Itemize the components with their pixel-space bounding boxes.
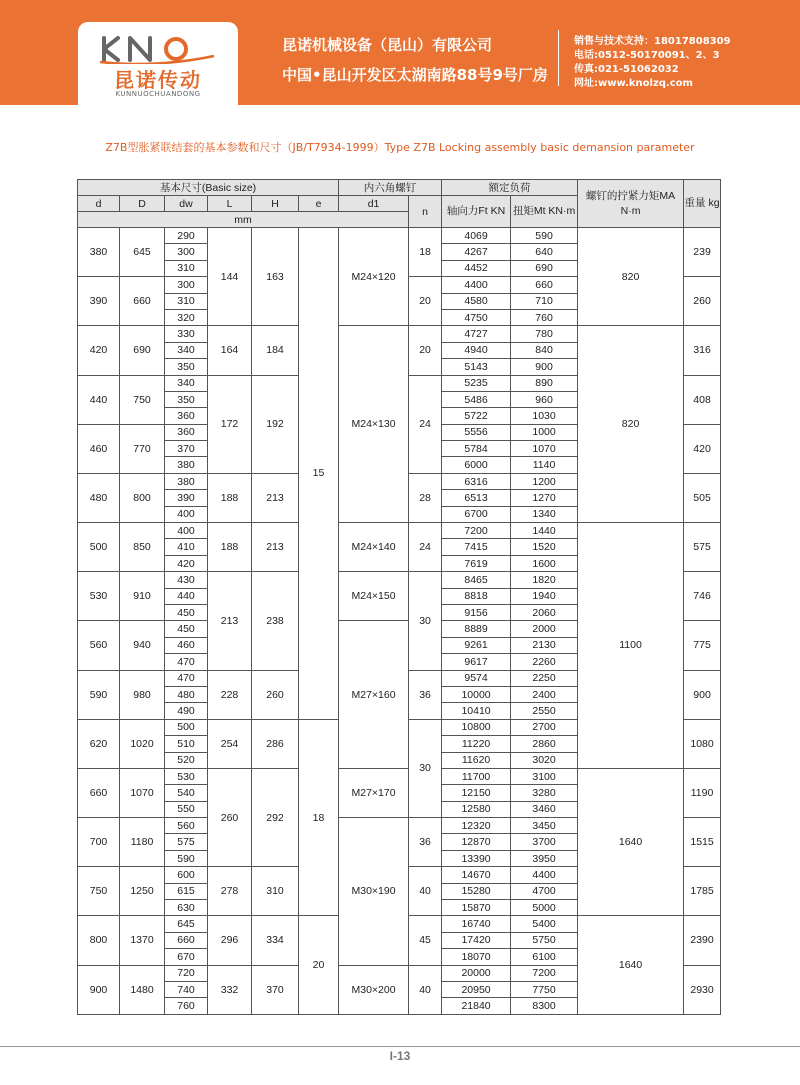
cell-axial-force: 15870 bbox=[442, 900, 511, 916]
cell-axial-force: 10410 bbox=[442, 703, 511, 719]
cell-dw: 450 bbox=[165, 621, 208, 637]
cell-l: 164 bbox=[208, 326, 252, 375]
cell-outer-diameter: 770 bbox=[120, 424, 165, 473]
cell-weight: 575 bbox=[684, 523, 721, 572]
cell-axial-force: 9617 bbox=[442, 654, 511, 670]
cell-d1: M24×140 bbox=[339, 523, 409, 572]
cell-torque-mt: 3100 bbox=[511, 768, 578, 784]
header-rated-load: 额定负荷 bbox=[442, 180, 578, 196]
cell-n: 20 bbox=[409, 326, 442, 375]
cell-h: 192 bbox=[252, 375, 299, 473]
header-dw: dw bbox=[165, 196, 208, 212]
cell-axial-force: 5556 bbox=[442, 424, 511, 440]
cell-torque-mt: 2000 bbox=[511, 621, 578, 637]
cell-axial-force: 12870 bbox=[442, 834, 511, 850]
cell-axial-force: 5143 bbox=[442, 359, 511, 375]
cell-outer-diameter: 850 bbox=[120, 523, 165, 572]
cell-l: 278 bbox=[208, 867, 252, 916]
cell-axial-force: 11700 bbox=[442, 768, 511, 784]
cell-axial-force: 5235 bbox=[442, 375, 511, 391]
cell-torque-mt: 5400 bbox=[511, 916, 578, 932]
cell-weight: 1190 bbox=[684, 768, 721, 817]
cell-d: 420 bbox=[78, 326, 120, 375]
logo-mark-icon bbox=[96, 34, 220, 64]
table-row bbox=[78, 523, 721, 539]
cell-dw: 420 bbox=[165, 555, 208, 571]
contact-sales: 销售与技术支持：18017808309 bbox=[574, 36, 731, 47]
cell-e: 15 bbox=[299, 228, 339, 720]
table-row bbox=[78, 768, 721, 784]
header-l: L bbox=[208, 196, 252, 212]
cell-dw: 630 bbox=[165, 900, 208, 916]
cell-n: 24 bbox=[409, 523, 442, 572]
cell-torque-mt: 690 bbox=[511, 260, 578, 276]
cell-dw: 590 bbox=[165, 850, 208, 866]
cell-torque-mt: 2400 bbox=[511, 686, 578, 702]
cell-axial-force: 8465 bbox=[442, 572, 511, 588]
logo-english-text: KUNNUOCHUANDONG bbox=[115, 90, 201, 98]
cell-axial-force: 5784 bbox=[442, 441, 511, 457]
cell-outer-diameter: 660 bbox=[120, 277, 165, 326]
cell-axial-force: 18070 bbox=[442, 949, 511, 965]
header-n: n bbox=[409, 196, 442, 228]
cell-dw: 560 bbox=[165, 818, 208, 834]
cell-axial-force: 4750 bbox=[442, 309, 511, 325]
cell-dw: 460 bbox=[165, 637, 208, 653]
cell-torque-mt: 3460 bbox=[511, 801, 578, 817]
cell-n: 18 bbox=[409, 228, 442, 277]
cell-h: 184 bbox=[252, 326, 299, 375]
header-e: e bbox=[299, 196, 339, 212]
cell-torque-mt: 2700 bbox=[511, 719, 578, 735]
cell-h: 213 bbox=[252, 523, 299, 572]
cell-dw: 400 bbox=[165, 506, 208, 522]
cell-d: 460 bbox=[78, 424, 120, 473]
cell-dw: 390 bbox=[165, 490, 208, 506]
cell-weight: 775 bbox=[684, 621, 721, 670]
cell-tightening-torque: 820 bbox=[578, 228, 684, 326]
header-unit-mm: mm bbox=[78, 212, 409, 228]
cell-axial-force: 4580 bbox=[442, 293, 511, 309]
logo bbox=[78, 22, 238, 107]
cell-axial-force: 12320 bbox=[442, 818, 511, 834]
header-hex-screw: 内六角螺钉 bbox=[339, 180, 442, 196]
cell-dw: 320 bbox=[165, 309, 208, 325]
cell-n: 40 bbox=[409, 867, 442, 916]
cell-outer-diameter: 1370 bbox=[120, 916, 165, 965]
cell-axial-force: 12150 bbox=[442, 785, 511, 801]
spec-table bbox=[77, 179, 721, 1015]
cell-torque-mt: 590 bbox=[511, 228, 578, 244]
cell-torque-mt: 2130 bbox=[511, 637, 578, 653]
cell-axial-force: 4452 bbox=[442, 260, 511, 276]
cell-dw: 500 bbox=[165, 719, 208, 735]
cell-axial-force: 4727 bbox=[442, 326, 511, 342]
cell-h: 213 bbox=[252, 473, 299, 522]
cell-dw: 310 bbox=[165, 260, 208, 276]
cell-torque-mt: 6100 bbox=[511, 949, 578, 965]
cell-d: 390 bbox=[78, 277, 120, 326]
cell-n: 40 bbox=[409, 965, 442, 1014]
cell-axial-force: 5722 bbox=[442, 408, 511, 424]
cell-dw: 380 bbox=[165, 457, 208, 473]
cell-dw: 490 bbox=[165, 703, 208, 719]
header-divider bbox=[558, 30, 559, 86]
cell-weight: 505 bbox=[684, 473, 721, 522]
cell-d1: M30×200 bbox=[339, 965, 409, 1014]
cell-torque-mt: 5000 bbox=[511, 900, 578, 916]
cell-axial-force: 7200 bbox=[442, 523, 511, 539]
cell-torque-mt: 7200 bbox=[511, 965, 578, 981]
cell-l: 260 bbox=[208, 768, 252, 866]
cell-axial-force: 8818 bbox=[442, 588, 511, 604]
cell-torque-mt: 710 bbox=[511, 293, 578, 309]
cell-axial-force: 8889 bbox=[442, 621, 511, 637]
cell-dw: 410 bbox=[165, 539, 208, 555]
cell-axial-force: 6316 bbox=[442, 473, 511, 489]
cell-dw: 575 bbox=[165, 834, 208, 850]
cell-outer-diameter: 1020 bbox=[120, 719, 165, 768]
cell-torque-mt: 1340 bbox=[511, 506, 578, 522]
cell-l: 172 bbox=[208, 375, 252, 473]
cell-axial-force: 5486 bbox=[442, 391, 511, 407]
footer-line bbox=[0, 1046, 800, 1047]
cell-d: 900 bbox=[78, 965, 120, 1014]
cell-axial-force: 9156 bbox=[442, 604, 511, 620]
table-row bbox=[78, 228, 721, 244]
header-d1: d1 bbox=[339, 196, 409, 212]
cell-torque-mt: 890 bbox=[511, 375, 578, 391]
cell-torque-mt: 1070 bbox=[511, 441, 578, 457]
cell-dw: 350 bbox=[165, 359, 208, 375]
cell-torque-mt: 1270 bbox=[511, 490, 578, 506]
cell-dw: 340 bbox=[165, 375, 208, 391]
cell-d1: M24×120 bbox=[339, 228, 409, 326]
cell-d: 750 bbox=[78, 867, 120, 916]
cell-torque-mt: 5750 bbox=[511, 932, 578, 948]
cell-torque-mt: 3020 bbox=[511, 752, 578, 768]
cell-torque-mt: 900 bbox=[511, 359, 578, 375]
cell-weight: 1515 bbox=[684, 818, 721, 867]
cell-d: 620 bbox=[78, 719, 120, 768]
cell-l: 332 bbox=[208, 965, 252, 1014]
cell-axial-force: 10800 bbox=[442, 719, 511, 735]
cell-torque-mt: 1820 bbox=[511, 572, 578, 588]
cell-dw: 360 bbox=[165, 408, 208, 424]
cell-axial-force: 7415 bbox=[442, 539, 511, 555]
header-weight: 重量 kg bbox=[684, 180, 721, 228]
cell-axial-force: 20950 bbox=[442, 981, 511, 997]
cell-l: 188 bbox=[208, 473, 252, 522]
cell-tightening-torque: 1640 bbox=[578, 916, 684, 1014]
cell-dw: 430 bbox=[165, 572, 208, 588]
cell-dw: 600 bbox=[165, 867, 208, 883]
cell-torque-mt: 2550 bbox=[511, 703, 578, 719]
cell-dw: 450 bbox=[165, 604, 208, 620]
cell-weight: 1080 bbox=[684, 719, 721, 768]
cell-d: 700 bbox=[78, 818, 120, 867]
cell-torque-mt: 3280 bbox=[511, 785, 578, 801]
cell-axial-force: 11220 bbox=[442, 736, 511, 752]
cell-outer-diameter: 645 bbox=[120, 228, 165, 277]
cell-d: 800 bbox=[78, 916, 120, 965]
cell-outer-diameter: 1480 bbox=[120, 965, 165, 1014]
cell-torque-mt: 640 bbox=[511, 244, 578, 260]
cell-n: 45 bbox=[409, 916, 442, 965]
logo-chinese-text: 昆诺传动 bbox=[114, 68, 202, 92]
header-banner bbox=[0, 0, 800, 105]
cell-h: 334 bbox=[252, 916, 299, 965]
cell-axial-force: 21840 bbox=[442, 998, 511, 1014]
cell-torque-mt: 2860 bbox=[511, 736, 578, 752]
header-d: d bbox=[78, 196, 120, 212]
cell-weight: 1785 bbox=[684, 867, 721, 916]
cell-torque-mt: 1000 bbox=[511, 424, 578, 440]
page-number: I-13 bbox=[389, 1049, 411, 1063]
cell-tightening-torque: 820 bbox=[578, 326, 684, 523]
cell-dw: 470 bbox=[165, 670, 208, 686]
cell-l: 144 bbox=[208, 228, 252, 326]
cell-dw: 300 bbox=[165, 244, 208, 260]
contact-website[interactable]: 网址:www.knolzq.com bbox=[574, 78, 693, 89]
cell-d: 560 bbox=[78, 621, 120, 670]
cell-torque-mt: 760 bbox=[511, 309, 578, 325]
cell-weight: 746 bbox=[684, 572, 721, 621]
cell-torque-mt: 1520 bbox=[511, 539, 578, 555]
cell-h: 292 bbox=[252, 768, 299, 866]
cell-torque-mt: 1940 bbox=[511, 588, 578, 604]
cell-n: 36 bbox=[409, 818, 442, 867]
cell-axial-force: 6000 bbox=[442, 457, 511, 473]
cell-dw: 310 bbox=[165, 293, 208, 309]
cell-n: 30 bbox=[409, 572, 442, 670]
cell-axial-force: 4400 bbox=[442, 277, 511, 293]
cell-h: 370 bbox=[252, 965, 299, 1014]
cell-dw: 550 bbox=[165, 801, 208, 817]
cell-d1: M27×170 bbox=[339, 768, 409, 817]
cell-axial-force: 6513 bbox=[442, 490, 511, 506]
cell-weight: 2390 bbox=[684, 916, 721, 965]
cell-dw: 530 bbox=[165, 768, 208, 784]
header-d: D bbox=[120, 196, 165, 212]
cell-d1: M24×150 bbox=[339, 572, 409, 621]
cell-tightening-torque: 1100 bbox=[578, 523, 684, 769]
cell-torque-mt: 3950 bbox=[511, 850, 578, 866]
cell-dw: 440 bbox=[165, 588, 208, 604]
cell-d: 440 bbox=[78, 375, 120, 424]
cell-dw: 740 bbox=[165, 981, 208, 997]
cell-axial-force: 4267 bbox=[442, 244, 511, 260]
cell-axial-force: 4069 bbox=[442, 228, 511, 244]
cell-torque-mt: 1030 bbox=[511, 408, 578, 424]
cell-n: 30 bbox=[409, 719, 442, 817]
cell-outer-diameter: 1070 bbox=[120, 768, 165, 817]
cell-weight: 408 bbox=[684, 375, 721, 424]
cell-outer-diameter: 1250 bbox=[120, 867, 165, 916]
cell-d: 380 bbox=[78, 228, 120, 277]
cell-torque-mt: 1600 bbox=[511, 555, 578, 571]
cell-dw: 510 bbox=[165, 736, 208, 752]
cell-dw: 480 bbox=[165, 686, 208, 702]
cell-axial-force: 15280 bbox=[442, 883, 511, 899]
cell-axial-force: 13390 bbox=[442, 850, 511, 866]
cell-dw: 470 bbox=[165, 654, 208, 670]
cell-torque-mt: 7750 bbox=[511, 981, 578, 997]
cell-axial-force: 17420 bbox=[442, 932, 511, 948]
cell-torque-mt: 2060 bbox=[511, 604, 578, 620]
cell-outer-diameter: 1180 bbox=[120, 818, 165, 867]
cell-dw: 380 bbox=[165, 473, 208, 489]
cell-axial-force: 11620 bbox=[442, 752, 511, 768]
cell-dw: 290 bbox=[165, 228, 208, 244]
cell-axial-force: 16740 bbox=[442, 916, 511, 932]
cell-n: 24 bbox=[409, 375, 442, 473]
cell-dw: 645 bbox=[165, 916, 208, 932]
cell-h: 286 bbox=[252, 719, 299, 768]
cell-axial-force: 6700 bbox=[442, 506, 511, 522]
cell-torque-mt: 840 bbox=[511, 342, 578, 358]
cell-dw: 300 bbox=[165, 277, 208, 293]
cell-weight: 2930 bbox=[684, 965, 721, 1014]
cell-dw: 670 bbox=[165, 949, 208, 965]
cell-outer-diameter: 690 bbox=[120, 326, 165, 375]
cell-outer-diameter: 940 bbox=[120, 621, 165, 670]
header-h: H bbox=[252, 196, 299, 212]
cell-weight: 316 bbox=[684, 326, 721, 375]
cell-torque-mt: 2260 bbox=[511, 654, 578, 670]
cell-torque-mt: 3450 bbox=[511, 818, 578, 834]
cell-torque-mt: 4700 bbox=[511, 883, 578, 899]
header-axial-force: 轴向力Ft KN bbox=[442, 196, 511, 228]
cell-n: 20 bbox=[409, 277, 442, 326]
cell-d: 480 bbox=[78, 473, 120, 522]
cell-torque-mt: 1440 bbox=[511, 523, 578, 539]
contact-phone: 电话:0512-50170091、2、3 bbox=[574, 50, 720, 61]
cell-weight: 420 bbox=[684, 424, 721, 473]
cell-outer-diameter: 800 bbox=[120, 473, 165, 522]
cell-axial-force: 14670 bbox=[442, 867, 511, 883]
header-torque-mt: 扭矩Mt KN·m bbox=[511, 196, 578, 228]
cell-torque-mt: 2250 bbox=[511, 670, 578, 686]
cell-l: 228 bbox=[208, 670, 252, 719]
cell-torque-mt: 960 bbox=[511, 391, 578, 407]
cell-dw: 615 bbox=[165, 883, 208, 899]
cell-l: 254 bbox=[208, 719, 252, 768]
cell-axial-force: 12580 bbox=[442, 801, 511, 817]
cell-tightening-torque: 1640 bbox=[578, 768, 684, 916]
cell-weight: 260 bbox=[684, 277, 721, 326]
cell-torque-mt: 8300 bbox=[511, 998, 578, 1014]
cell-torque-mt: 780 bbox=[511, 326, 578, 342]
cell-dw: 400 bbox=[165, 523, 208, 539]
cell-d1: M27×160 bbox=[339, 621, 409, 769]
cell-l: 296 bbox=[208, 916, 252, 965]
cell-weight: 900 bbox=[684, 670, 721, 719]
cell-axial-force: 4940 bbox=[442, 342, 511, 358]
cell-h: 260 bbox=[252, 670, 299, 719]
cell-axial-force: 9574 bbox=[442, 670, 511, 686]
cell-d: 590 bbox=[78, 670, 120, 719]
cell-d: 660 bbox=[78, 768, 120, 817]
cell-dw: 760 bbox=[165, 998, 208, 1014]
cell-axial-force: 9261 bbox=[442, 637, 511, 653]
cell-dw: 660 bbox=[165, 932, 208, 948]
cell-dw: 340 bbox=[165, 342, 208, 358]
cell-dw: 720 bbox=[165, 965, 208, 981]
company-name: 昆诺机械设备（昆山）有限公司 bbox=[282, 36, 493, 54]
cell-outer-diameter: 750 bbox=[120, 375, 165, 424]
cell-dw: 360 bbox=[165, 424, 208, 440]
cell-dw: 350 bbox=[165, 391, 208, 407]
cell-axial-force: 20000 bbox=[442, 965, 511, 981]
cell-d1: M30×190 bbox=[339, 818, 409, 966]
cell-h: 238 bbox=[252, 572, 299, 670]
cell-h: 163 bbox=[252, 228, 299, 326]
cell-weight: 239 bbox=[684, 228, 721, 277]
cell-dw: 370 bbox=[165, 441, 208, 457]
cell-torque-mt: 660 bbox=[511, 277, 578, 293]
cell-torque-mt: 3700 bbox=[511, 834, 578, 850]
cell-axial-force: 7619 bbox=[442, 555, 511, 571]
table-row bbox=[78, 326, 721, 342]
cell-d: 530 bbox=[78, 572, 120, 621]
cell-axial-force: 10000 bbox=[442, 686, 511, 702]
cell-e: 18 bbox=[299, 719, 339, 916]
cell-torque-mt: 1140 bbox=[511, 457, 578, 473]
cell-e: 20 bbox=[299, 916, 339, 1014]
cell-torque-mt: 1200 bbox=[511, 473, 578, 489]
cell-torque-mt: 4400 bbox=[511, 867, 578, 883]
header-tightening-torque: 螺钉的拧紧力矩MA N·m bbox=[578, 180, 684, 228]
cell-h: 310 bbox=[252, 867, 299, 916]
cell-outer-diameter: 980 bbox=[120, 670, 165, 719]
cell-d1: M24×130 bbox=[339, 326, 409, 523]
cell-n: 36 bbox=[409, 670, 442, 719]
cell-dw: 540 bbox=[165, 785, 208, 801]
cell-outer-diameter: 910 bbox=[120, 572, 165, 621]
cell-l: 213 bbox=[208, 572, 252, 670]
cell-d: 500 bbox=[78, 523, 120, 572]
header-row bbox=[78, 180, 721, 196]
page-title: Z7B型胀紧联结套的基本参数和尺寸（JB/T7934-1999）Type Z7B Locking assembly basic demansion parameter bbox=[105, 141, 695, 154]
cell-l: 188 bbox=[208, 523, 252, 572]
cell-dw: 330 bbox=[165, 326, 208, 342]
cell-dw: 520 bbox=[165, 752, 208, 768]
cell-n: 28 bbox=[409, 473, 442, 522]
header-basic-size: 基本尺寸(Basic size) bbox=[78, 180, 339, 196]
contact-fax: 传真:021-51062032 bbox=[574, 64, 679, 75]
company-address: 中国•昆山开发区太湖南路88号9号厂房 bbox=[282, 66, 548, 84]
